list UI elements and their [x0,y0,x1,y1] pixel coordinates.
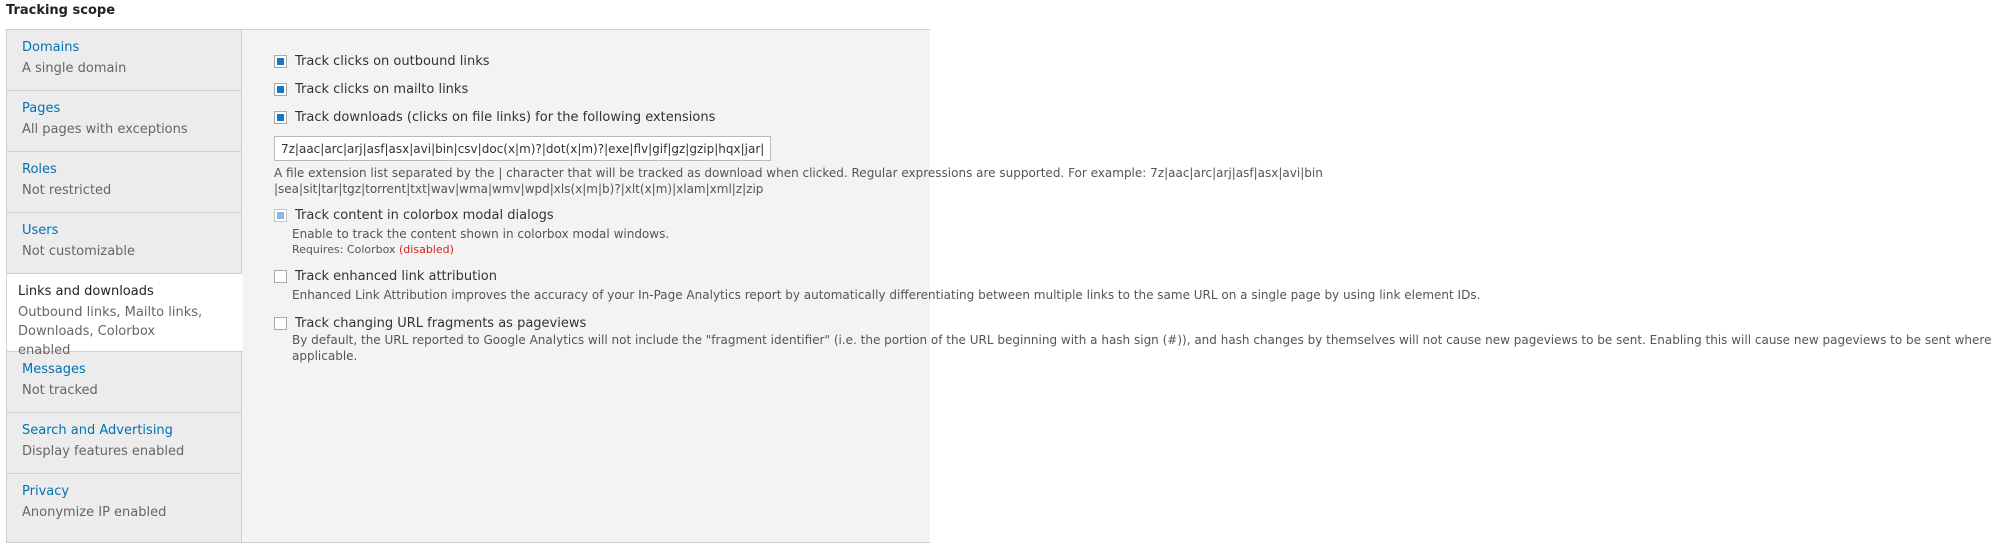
track-mailto-row[interactable] [274,82,468,97]
tab-privacy[interactable] [7,474,241,542]
tab-content-links-and-downloads [243,30,1991,542]
track-outbound-label[interactable]: Track clicks on outbound links [295,54,490,69]
track-fragments-row[interactable] [274,316,586,331]
track-enhanced-label[interactable]: Track enhanced link attribution [295,269,497,284]
track-colorbox-checkbox [274,209,287,222]
tab-title[interactable]: Privacy [22,484,70,499]
tab-title[interactable]: Search and Advertising [22,423,173,438]
track-mailto-checkbox[interactable] [274,83,287,96]
tab-roles[interactable] [7,152,241,213]
track-outbound-checkbox[interactable] [274,55,287,68]
fragments-description-line2: applicable. [292,349,358,363]
track-mailto-label[interactable]: Track clicks on mailto links [295,82,469,97]
track-enhanced-checkbox[interactable] [274,270,287,283]
tab-summary: A single domain [22,61,127,76]
requires-label: Requires: Colorbox [292,243,396,256]
tab-messages[interactable] [7,352,241,413]
enhanced-description: Enhanced Link Attribution improves the accuracy of your In-Page Analytics report by automatically differentiating between multiple links to the same URL on a single page by using link element IDs. [292,288,1481,302]
vertical-tabs-panel [6,29,1991,543]
tab-pages[interactable] [7,91,241,152]
tab-users[interactable] [7,213,241,274]
tab-summary: Not customizable [22,244,136,259]
tab-title[interactable]: Links and downloads [18,284,154,299]
tab-search-and-advertising[interactable] [7,413,241,474]
vertical-tabs-list [7,30,242,542]
colorbox-description: Enable to track the content shown in colorbox modal windows. [292,227,670,241]
tab-title[interactable]: Users [22,223,59,238]
track-colorbox-label: Track content in colorbox modal dialogs [295,208,554,223]
tab-domains[interactable] [7,30,241,91]
track-colorbox-row [274,208,554,223]
colorbox-requirement [292,243,454,256]
extensions-description-line2: |sea|sit|tar|tgz|torrent|txt|wav|wma|wmv|wpd|xls(x|m|b)?|xlt(x|m)|xlam|xml|z|zip [274,182,764,196]
track-enhanced-row[interactable] [274,269,497,284]
track-outbound-row[interactable] [274,54,490,69]
tab-title[interactable]: Messages [22,362,86,377]
tab-links-and-downloads[interactable] [7,274,243,358]
tab-title[interactable]: Domains [22,40,80,55]
track-downloads-checkbox[interactable] [274,111,287,124]
tab-summary: Not tracked [22,383,98,398]
tab-title[interactable]: Roles [22,162,57,177]
section-title: Tracking scope [6,3,116,18]
track-fragments-checkbox[interactable] [274,317,287,330]
tab-summary: Anonymize IP enabled [22,505,167,520]
track-downloads-row[interactable] [274,110,715,125]
track-fragments-label[interactable]: Track changing URL fragments as pageviews [295,316,587,331]
track-downloads-label[interactable]: Track downloads (clicks on file links) for the following extensions [295,110,716,125]
tab-summary: Not restricted [22,183,112,198]
tab-summary: Display features enabled [22,444,185,459]
tab-summary: Outbound links, Mailto links, Downloads, Colorbox enabled [18,305,203,358]
extensions-description: A file extension list separated by the | character that will be tracked as download when clicked. Regular expressions are supported. For example: 7z|aac|arc|arj|asf|asx|avi|bin [274,166,1323,180]
fragments-description: By default, the URL reported to Google Analytics will not include the "fragment identifier" (i.e. the portion of the URL beginning with a hash sign (#)), and hash changes by themselves will not cause new pageviews to be sent. Enabling this will cause new pageviews to be sent where [292,333,1991,347]
requires-status: (disabled) [399,243,454,256]
tab-title[interactable]: Pages [22,101,61,116]
download-extensions-input[interactable] [274,136,771,161]
tab-summary: All pages with exceptions [22,122,188,137]
